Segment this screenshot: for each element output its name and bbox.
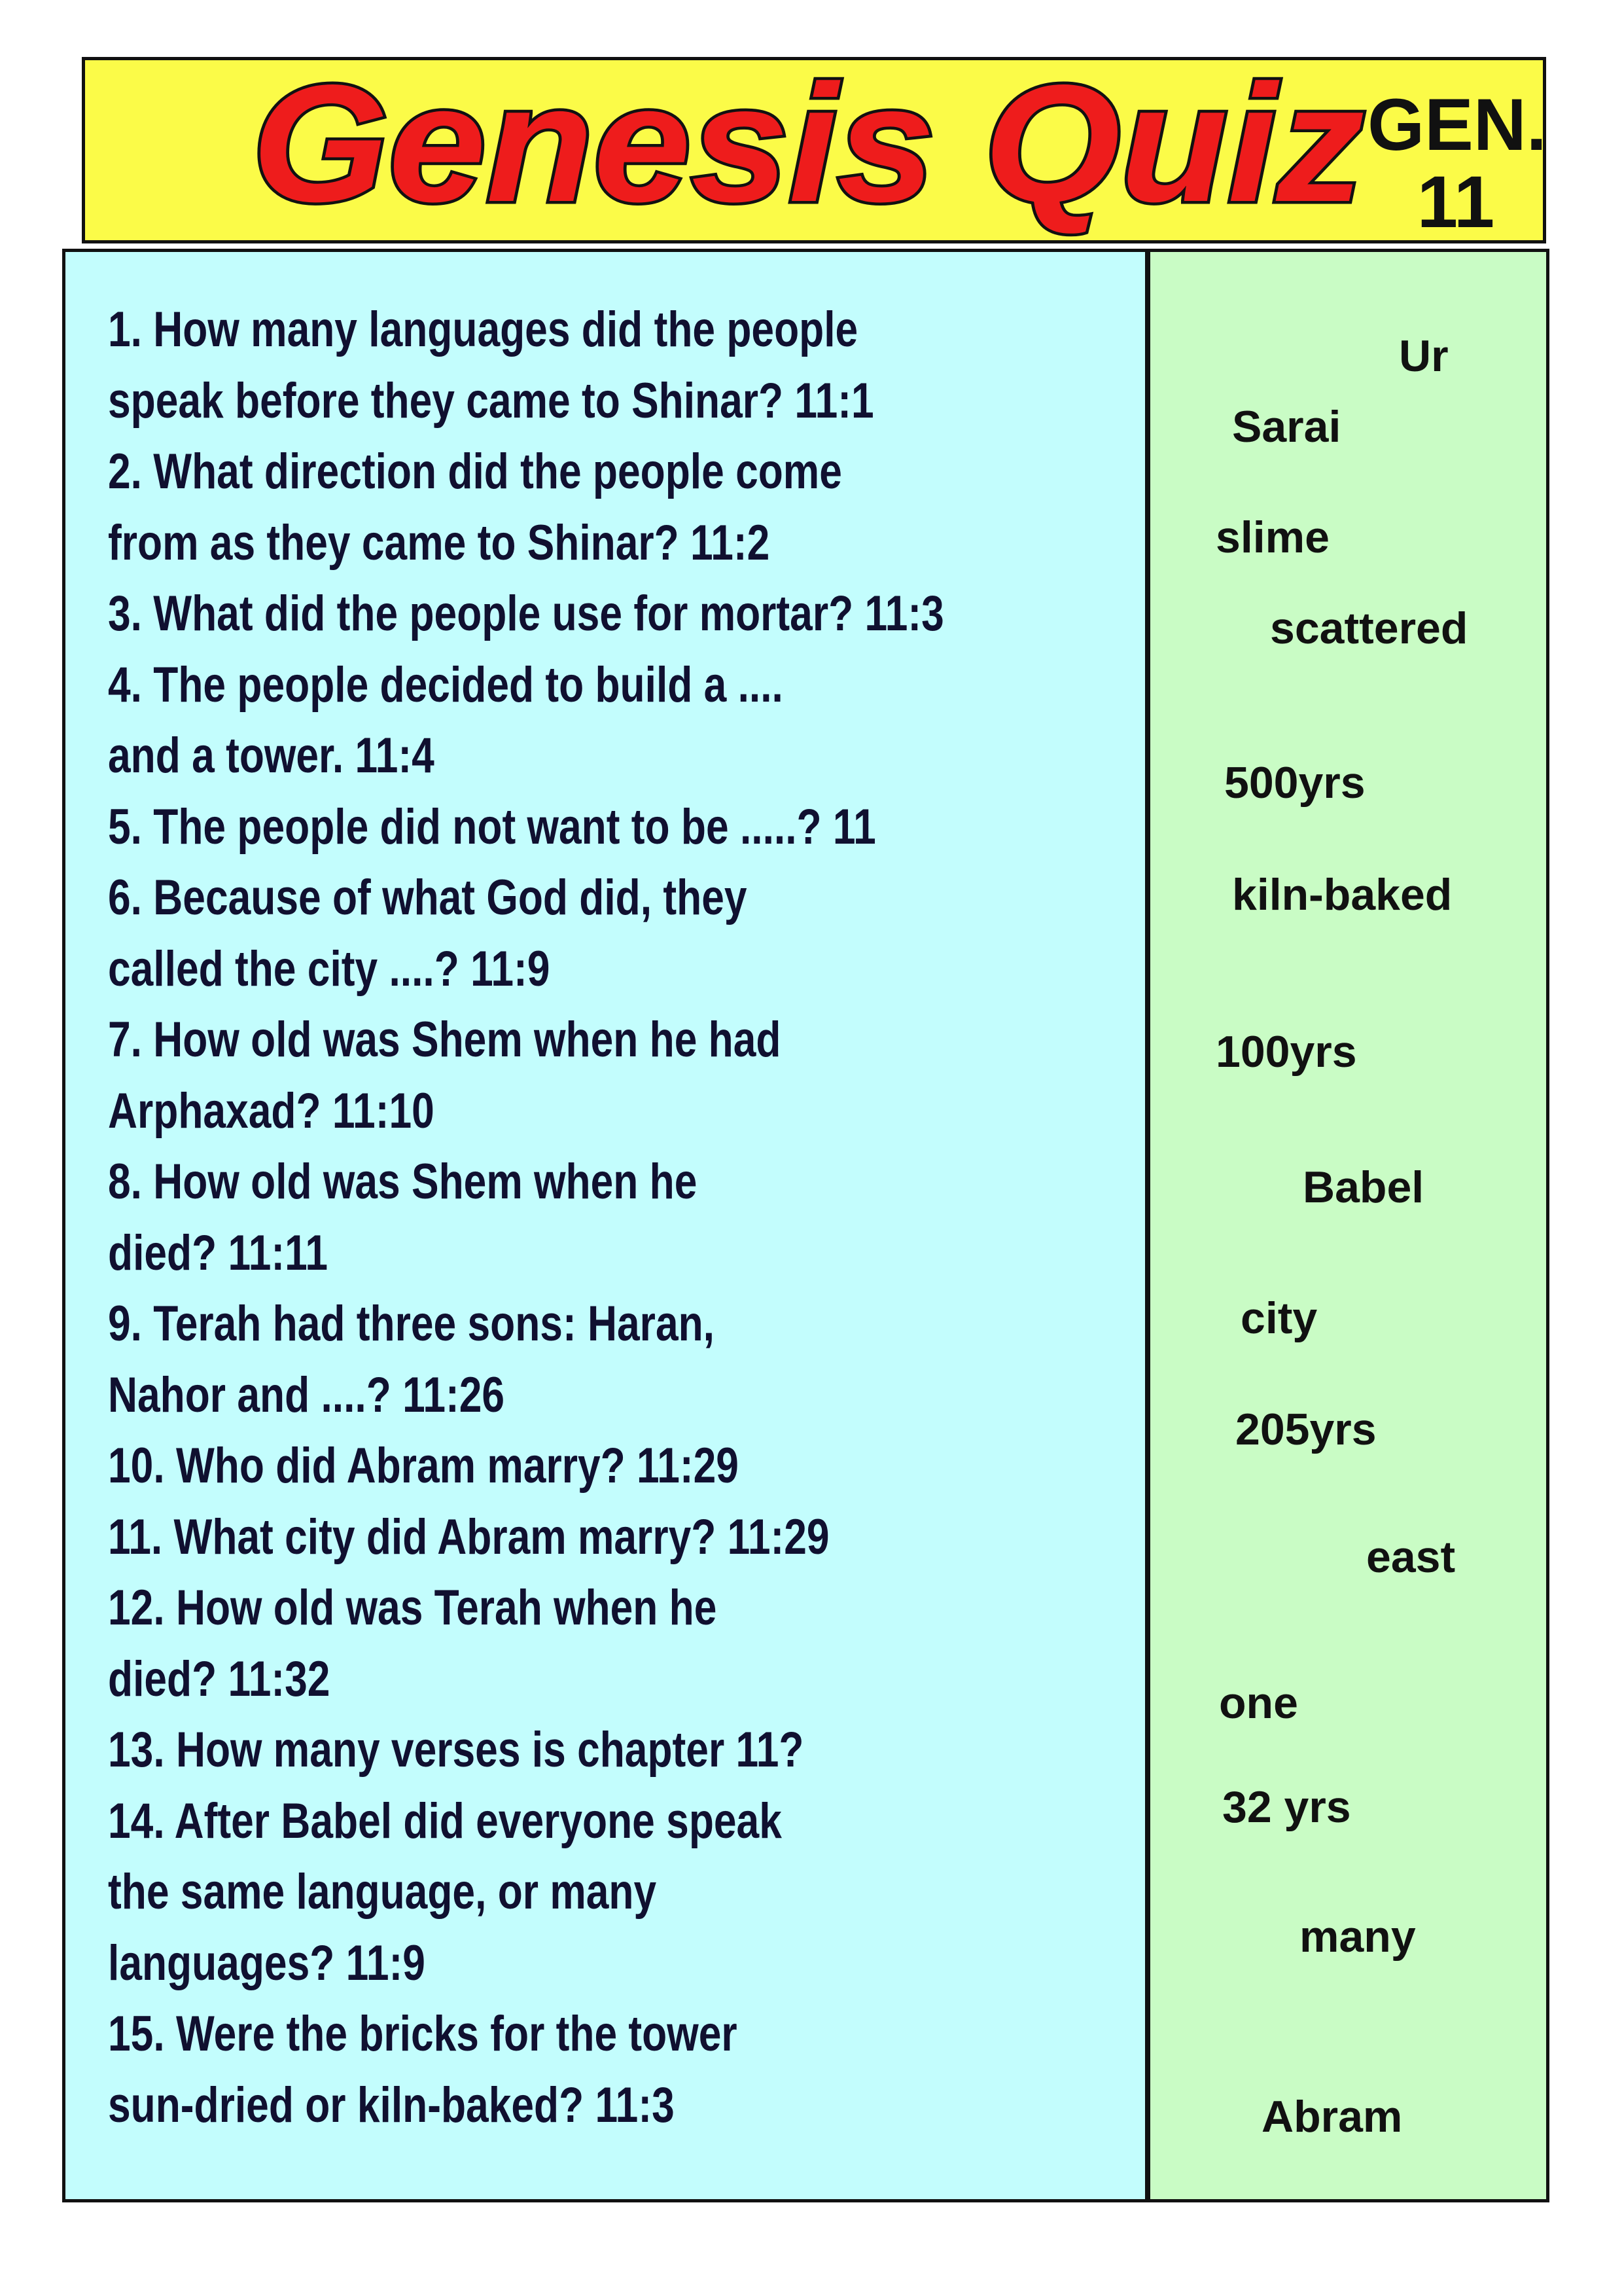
question-line: from as they came to Shinar? 11:2 bbox=[108, 514, 770, 571]
answer-word: many bbox=[1299, 1912, 1416, 1962]
question-line: 2. What direction did the people come bbox=[108, 444, 842, 499]
question-line: 6. Because of what God did, they bbox=[108, 870, 747, 925]
answer-word: Ur bbox=[1399, 331, 1449, 381]
quiz-title-text: Genesis Quiz bbox=[252, 54, 1364, 237]
question-list bbox=[108, 295, 956, 2141]
question-line: 10. Who did Abram marry? 11:29 bbox=[108, 1438, 739, 1494]
question-15 bbox=[108, 1999, 956, 2141]
question-line: died? 11:11 bbox=[108, 1225, 328, 1281]
question-line: Arphaxad? 11:10 bbox=[108, 1083, 434, 1139]
question-line: 5. The people did not want to be .....? 11 bbox=[108, 798, 876, 855]
answer-word: one bbox=[1219, 1678, 1298, 1728]
question-line: and a tower. 11:4 bbox=[108, 728, 434, 783]
quiz-title bbox=[232, 54, 1384, 250]
chapter-book: GEN. bbox=[1368, 84, 1547, 166]
answer-word: Abram bbox=[1262, 2092, 1403, 2142]
answer-word: scattered bbox=[1270, 603, 1468, 653]
question-line: 1. How many languages did the people bbox=[108, 302, 858, 357]
question-14 bbox=[108, 1786, 956, 2000]
answer-word: 100yrs bbox=[1216, 1027, 1357, 1077]
question-9 bbox=[108, 1289, 956, 1431]
question-line: 14. After Babel did everyone speak bbox=[108, 1793, 782, 1849]
answer-word: 32 yrs bbox=[1222, 1782, 1351, 1832]
chapter-number: 11 bbox=[1417, 161, 1495, 243]
question-line: sun-dried or kiln-baked? 11:3 bbox=[108, 2077, 675, 2133]
answer-word: east bbox=[1366, 1532, 1456, 1582]
question-line: 4. The people decided to build a .... bbox=[108, 656, 783, 713]
answer-word: kiln-baked bbox=[1232, 870, 1453, 920]
question-1 bbox=[108, 295, 956, 437]
question-line: 7. How old was Shem when he had bbox=[108, 1012, 781, 1067]
question-line: 8. How old was Shem when he bbox=[108, 1154, 697, 1210]
question-4 bbox=[108, 650, 956, 792]
question-3 bbox=[108, 579, 956, 650]
answer-word: slime bbox=[1216, 512, 1330, 562]
question-line: languages? 11:9 bbox=[108, 1935, 425, 1991]
question-5 bbox=[108, 792, 956, 863]
question-13 bbox=[108, 1715, 956, 1786]
header-banner bbox=[82, 54, 1547, 243]
question-line: called the city ....? 11:9 bbox=[108, 941, 550, 997]
question-line: 13. How many verses is chapter 11? bbox=[108, 1722, 804, 1778]
questions-panel bbox=[62, 249, 1148, 2202]
question-line: 11. What city did Abram marry? 11:29 bbox=[108, 1509, 830, 1565]
question-7 bbox=[108, 1005, 956, 1147]
question-11 bbox=[108, 1502, 956, 1573]
question-line: 3. What did the people use for mortar? 11:3 bbox=[108, 586, 944, 641]
chapter-label bbox=[1368, 84, 1547, 243]
answer-word: city bbox=[1241, 1293, 1318, 1343]
question-line: Nahor and ....? 11:26 bbox=[108, 1367, 505, 1423]
question-12 bbox=[108, 1573, 956, 1715]
answer-word: 205yrs bbox=[1235, 1405, 1377, 1454]
question-6 bbox=[108, 863, 956, 1005]
question-line: the same language, or many bbox=[108, 1864, 657, 1920]
answer-word: Babel bbox=[1303, 1162, 1424, 1212]
question-line: 9. Terah had three sons: Haran, bbox=[108, 1296, 715, 1352]
question-8 bbox=[108, 1147, 956, 1289]
question-line: speak before they came to Shinar? 11:1 bbox=[108, 372, 874, 429]
question-line: 15. Were the bricks for the tower bbox=[108, 2006, 737, 2062]
answer-word: 500yrs bbox=[1224, 758, 1366, 808]
answer-bank-panel bbox=[1147, 249, 1549, 2202]
question-line: 12. How old was Terah when he bbox=[108, 1580, 717, 1636]
answer-word: Sarai bbox=[1232, 402, 1341, 452]
question-10 bbox=[108, 1431, 956, 1502]
question-line: died? 11:32 bbox=[108, 1651, 330, 1707]
question-2 bbox=[108, 437, 956, 579]
